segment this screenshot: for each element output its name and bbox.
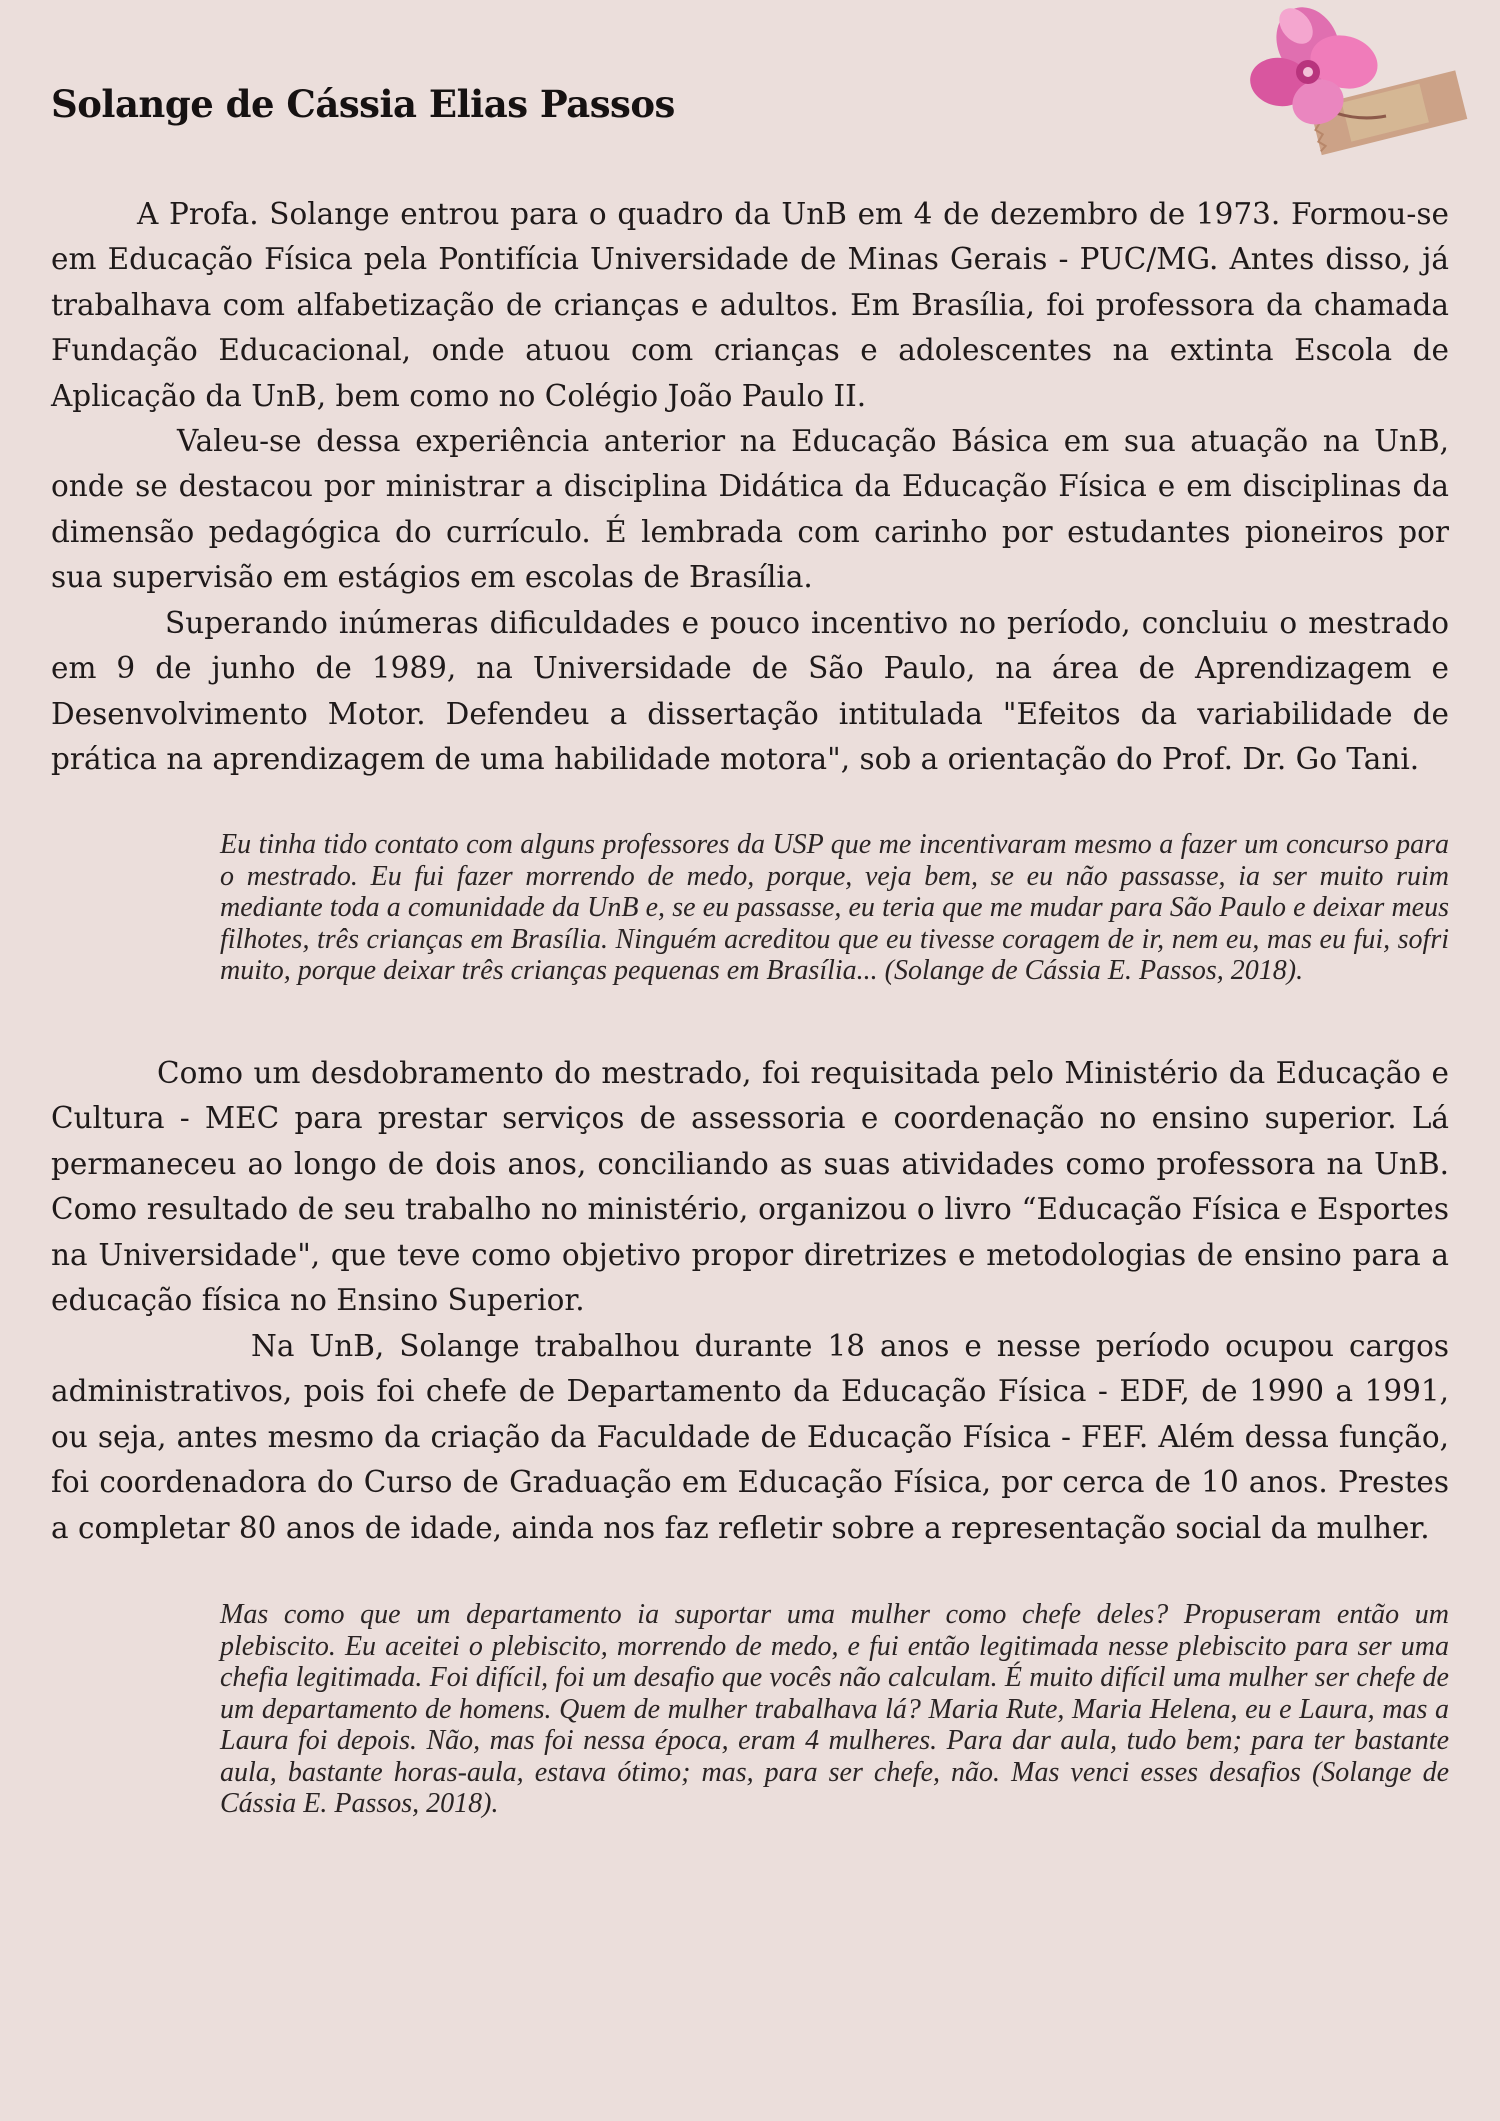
pink-flower-icon: [1236, 4, 1472, 174]
block-quote-2: Mas como que um departamento ia suportar uma mulher como chefe deles? Propuseram então um plebiscito. Eu aceitei o plebiscito, morrendo de medo, e fui então legitimada nesse plebiscito para ser uma chefia legitimada. Foi difícil, foi um desafio que vocês não calculam. É muito difícil uma mulher ser chefe de um departamento de homens. Quem de mulher trabalhava lá? Maria Rute, Maria Helena, eu e Laura, mas a Laura foi depois. Não, mas foi nessa época, eram 4 mulheres. Para dar aula, tudo bem; para ter bastante aula, bastante horas-aula, estava ótimo; mas, para ser chefe, não. Mas venci esses desafios (Solange de Cássia E. Passos, 2018).: [220, 1599, 1449, 1819]
paragraph-1: A Profa. Solange entrou para o quadro da UnB em 4 de dezembro de 1973. Formou-se em Educação Física pela Pontifícia Universidade de Minas Gerais - PUC/MG. Antes disso, já trabalhava com alfabetização de crianças e adultos. Em Brasília, foi professora da chamada Fundação Educacional, onde atuou com crianças e adolescentes na extinta Escola de Aplicação da UnB, bem como no Colégio João Paulo II.: [51, 197, 1449, 413]
page-title: Solange de Cássia Elias Passos: [51, 82, 675, 126]
paragraph-4: Como um desdobramento do mestrado, foi requisitada pelo Ministério da Educação e Cultura - MEC para prestar serviços de assessoria e coordenação no ensino superior. Lá permaneceu ao longo de dois anos, conciliando as suas atividades como professora na UnB. Como resultado de seu trabalho no ministério, organizou o livro “Educação Física e Esportes na Universidade", que teve como objetivo propor diretrizes e metodologias de ensino para a educação física no Ensino Superior.: [51, 1056, 1449, 1318]
block-quote-1: Eu tinha tido contato com alguns professores da USP que me incentivaram mesmo a fazer um concurso para o mestrado. Eu fui fazer morrendo de medo, porque, veja bem, se eu não passasse, ia ser muito ruim mediante toda a comunidade da UnB e, se eu passasse, eu teria que me mudar para São Paulo e deixar meus filhotes, três crianças em Brasília. Ninguém acreditou que eu tivesse coragem de ir, nem eu, mas eu fui, sofri muito, porque deixar três crianças pequenas em Brasília... (Solange de Cássia E. Passos, 2018).: [220, 829, 1449, 986]
paragraph-3: Superando inúmeras dificuldades e pouco incentivo no período, concluiu o mestrado em 9 de junho de 1989, na Universidade de São Paulo, na área de Aprendizagem e Desenvolvimento Motor. Defendeu a dissertação intitulada "Efeitos da variabilidade de prática na aprendizagem de uma habilidade motora", sob a orientação do Prof. Dr. Go Tani.: [51, 606, 1449, 777]
paragraph-5: Na UnB, Solange trabalhou durante 18 anos e nesse período ocupou cargos administrativos, pois foi chefe de Departamento da Educação Física - EDF, de 1990 a 1991, ou seja, antes mesmo da criação da Faculdade de Educação Física - FEF. Além dessa função, foi coordenadora do Curso de Graduação em Educação Física, por cerca de 10 anos. Prestes a completar 80 anos de idade, ainda nos faz refletir sobre a representação social da mulher.: [51, 1329, 1449, 1545]
paragraph-2: Valeu-se dessa experiência anterior na Educação Básica em sua atuação na UnB, onde se destacou por ministrar a disciplina Didática da Educação Física e em disciplinas da dimensão pedagógica do currículo. É lembrada com carinho por estudantes pioneiros por sua supervisão em estágios em escolas de Brasília.: [51, 424, 1449, 595]
